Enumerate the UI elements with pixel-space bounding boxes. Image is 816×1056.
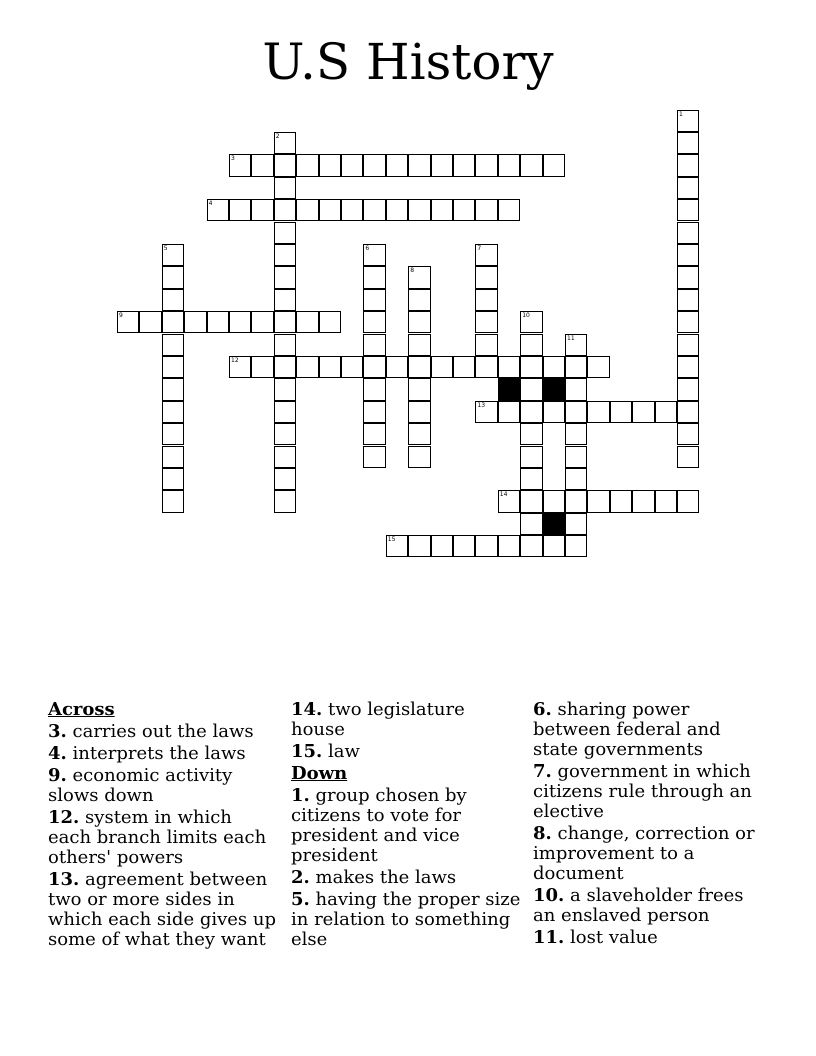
grid-cell[interactable] xyxy=(363,154,385,176)
grid-cell[interactable] xyxy=(677,289,699,311)
grid-cell[interactable] xyxy=(408,446,430,468)
grid-cell[interactable] xyxy=(543,154,565,176)
grid-cell[interactable] xyxy=(274,468,296,490)
across-heading: Across xyxy=(48,699,115,720)
grid-cell[interactable] xyxy=(274,423,296,445)
grid-cell[interactable] xyxy=(498,199,520,221)
grid-cell[interactable] xyxy=(677,199,699,221)
grid-cell[interactable] xyxy=(677,378,699,400)
clue-number-label: 6. xyxy=(533,699,552,720)
grid-cell[interactable] xyxy=(274,154,296,176)
grid-cell[interactable] xyxy=(363,199,385,221)
grid-cell[interactable] xyxy=(408,401,430,423)
grid-cell[interactable] xyxy=(162,446,184,468)
grid-cell[interactable] xyxy=(162,401,184,423)
black-cell xyxy=(498,378,520,400)
grid-cell[interactable] xyxy=(229,154,251,176)
grid-cell[interactable] xyxy=(498,154,520,176)
grid-cell[interactable] xyxy=(498,356,520,378)
grid-cell[interactable] xyxy=(475,356,497,378)
grid-cell[interactable] xyxy=(341,199,363,221)
grid-cell[interactable] xyxy=(274,446,296,468)
clue-number: 13 xyxy=(477,401,486,409)
grid-cell[interactable] xyxy=(274,401,296,423)
grid-cell[interactable] xyxy=(587,490,609,512)
grid-cell[interactable] xyxy=(453,356,475,378)
grid-cell[interactable] xyxy=(565,468,587,490)
grid-cell[interactable] xyxy=(565,334,587,356)
grid-cell[interactable] xyxy=(251,356,273,378)
grid-cell[interactable] xyxy=(251,311,273,333)
grid-cell[interactable] xyxy=(543,535,565,557)
grid-cell[interactable] xyxy=(274,132,296,154)
grid-cell[interactable] xyxy=(520,446,542,468)
grid-cell[interactable] xyxy=(677,356,699,378)
grid-cell[interactable] xyxy=(520,154,542,176)
grid-cell[interactable] xyxy=(431,199,453,221)
grid-cell[interactable] xyxy=(520,513,542,535)
grid-cell[interactable] xyxy=(520,311,542,333)
clue-item xyxy=(48,808,278,868)
clue-number: 14 xyxy=(499,491,508,499)
grid-cell[interactable] xyxy=(677,177,699,199)
grid-cell[interactable] xyxy=(162,490,184,512)
grid-cell[interactable] xyxy=(520,356,542,378)
grid-cell[interactable] xyxy=(319,356,341,378)
clue-number-label: 1. xyxy=(291,785,310,806)
grid-cell[interactable] xyxy=(408,289,430,311)
grid-cell[interactable] xyxy=(162,468,184,490)
grid-cell[interactable] xyxy=(543,401,565,423)
grid-cell[interactable] xyxy=(677,132,699,154)
grid-cell[interactable] xyxy=(162,289,184,311)
clue-number-label: 3. xyxy=(48,721,67,742)
grid-cell[interactable] xyxy=(274,378,296,400)
grid-cell[interactable] xyxy=(475,154,497,176)
clue-number-label: 14. xyxy=(291,699,323,720)
grid-cell[interactable] xyxy=(475,535,497,557)
grid-cell[interactable] xyxy=(610,490,632,512)
grid-cell[interactable] xyxy=(386,535,408,557)
grid-cell[interactable] xyxy=(655,401,677,423)
clue-text: group chosen by citizens to vote for president and vice president xyxy=(291,785,467,866)
grid-cell[interactable] xyxy=(610,401,632,423)
grid-cell[interactable] xyxy=(363,356,385,378)
clue-number: 5 xyxy=(163,244,168,252)
clues-column-2 xyxy=(291,700,521,952)
grid-cell[interactable] xyxy=(363,334,385,356)
grid-cell[interactable] xyxy=(520,401,542,423)
clue-number-label: 10. xyxy=(533,885,565,906)
clue-number-label: 8. xyxy=(533,823,552,844)
grid-cell[interactable] xyxy=(363,289,385,311)
grid-cell[interactable] xyxy=(319,311,341,333)
clue-number: 11 xyxy=(567,334,575,342)
clue-number-label: 4. xyxy=(48,743,67,764)
clue-item xyxy=(533,886,763,926)
clue-text: government in which citizens rule through an elective xyxy=(533,761,752,822)
grid-cell[interactable] xyxy=(341,356,363,378)
grid-cell[interactable] xyxy=(408,266,430,288)
grid-cell[interactable] xyxy=(363,266,385,288)
grid-cell[interactable] xyxy=(319,154,341,176)
grid-cell[interactable] xyxy=(431,356,453,378)
grid-cell[interactable] xyxy=(274,289,296,311)
grid-cell[interactable] xyxy=(475,311,497,333)
grid-cell[interactable] xyxy=(498,401,520,423)
grid-cell[interactable] xyxy=(475,289,497,311)
clue-item xyxy=(48,744,278,764)
grid-cell[interactable] xyxy=(408,378,430,400)
clues-column-1 xyxy=(48,700,278,952)
grid-cell[interactable] xyxy=(296,154,318,176)
grid-cell[interactable] xyxy=(677,490,699,512)
grid-cell[interactable] xyxy=(274,490,296,512)
clue-item xyxy=(533,700,763,760)
clue-number-label: 13. xyxy=(48,869,80,890)
grid-cell[interactable] xyxy=(677,222,699,244)
clue-text: change, correction or improvement to a document xyxy=(533,823,755,884)
clue-item xyxy=(533,928,763,948)
grid-cell[interactable] xyxy=(408,423,430,445)
grid-cell[interactable] xyxy=(207,199,229,221)
black-cell xyxy=(543,378,565,400)
grid-cell[interactable] xyxy=(565,401,587,423)
grid-cell[interactable] xyxy=(520,423,542,445)
clue-text: lost value xyxy=(564,927,658,948)
grid-cell[interactable] xyxy=(655,490,677,512)
clue-number: 12 xyxy=(231,356,239,364)
grid-cell[interactable] xyxy=(162,334,184,356)
clue-number: 4 xyxy=(208,200,213,208)
grid-cell[interactable] xyxy=(475,266,497,288)
grid-cell[interactable] xyxy=(296,199,318,221)
grid-cell[interactable] xyxy=(184,311,206,333)
grid-cell[interactable] xyxy=(520,334,542,356)
grid-cell[interactable] xyxy=(207,311,229,333)
grid-cell[interactable] xyxy=(677,311,699,333)
grid-cell[interactable] xyxy=(431,154,453,176)
clue-number-label: 11. xyxy=(533,927,565,948)
grid-cell[interactable] xyxy=(565,446,587,468)
grid-cell[interactable] xyxy=(117,311,139,333)
grid-cell[interactable] xyxy=(677,334,699,356)
grid-cell[interactable] xyxy=(274,334,296,356)
grid-cell[interactable] xyxy=(162,266,184,288)
clue-text: agreement between two or more sides in which each side gives up some of what they want xyxy=(48,869,276,950)
grid-cell[interactable] xyxy=(677,266,699,288)
grid-cell[interactable] xyxy=(677,244,699,266)
grid-cell[interactable] xyxy=(274,311,296,333)
clue-text: interprets the laws xyxy=(66,743,246,764)
grid-cell[interactable] xyxy=(162,423,184,445)
clue-number: 2 xyxy=(275,132,280,140)
grid-cell[interactable] xyxy=(341,154,363,176)
grid-cell[interactable] xyxy=(363,423,385,445)
grid-cell[interactable] xyxy=(453,535,475,557)
grid-cell[interactable] xyxy=(565,423,587,445)
grid-cell[interactable] xyxy=(229,356,251,378)
grid-cell[interactable] xyxy=(162,311,184,333)
clue-number-label: 12. xyxy=(48,807,80,828)
clue-item xyxy=(291,890,521,950)
clue-item xyxy=(48,870,278,950)
grid-cell[interactable] xyxy=(543,356,565,378)
grid-cell[interactable] xyxy=(632,490,654,512)
grid-cell[interactable] xyxy=(408,334,430,356)
grid-cell[interactable] xyxy=(475,401,497,423)
grid-cell[interactable] xyxy=(251,199,273,221)
grid-cell[interactable] xyxy=(453,199,475,221)
grid-cell[interactable] xyxy=(498,535,520,557)
page-title: U.S History xyxy=(262,33,554,91)
grid-cell[interactable] xyxy=(408,154,430,176)
grid-cell[interactable] xyxy=(274,266,296,288)
clue-number: 10 xyxy=(522,312,530,320)
grid-cell[interactable] xyxy=(677,446,699,468)
grid-cell[interactable] xyxy=(565,490,587,512)
clue-number: 1 xyxy=(679,110,683,118)
grid-cell[interactable] xyxy=(475,244,497,266)
clue-text: economic activity slows down xyxy=(48,765,233,806)
clue-item xyxy=(533,824,763,884)
clue-number-label: 15. xyxy=(291,741,323,762)
grid-cell[interactable] xyxy=(162,244,184,266)
grid-cell[interactable] xyxy=(431,535,453,557)
clue-item xyxy=(291,868,521,888)
grid-cell[interactable] xyxy=(386,199,408,221)
grid-cell[interactable] xyxy=(363,244,385,266)
grid-cell[interactable] xyxy=(520,468,542,490)
clue-number-label: 9. xyxy=(48,765,67,786)
grid-cell[interactable] xyxy=(363,446,385,468)
clue-number: 9 xyxy=(119,312,123,320)
grid-cell[interactable] xyxy=(498,490,520,512)
grid-cell[interactable] xyxy=(475,334,497,356)
grid-cell[interactable] xyxy=(475,199,497,221)
grid-cell[interactable] xyxy=(363,378,385,400)
grid-cell[interactable] xyxy=(251,154,273,176)
grid-cell[interactable] xyxy=(229,311,251,333)
clue-text: makes the laws xyxy=(309,867,457,888)
grid-cell[interactable] xyxy=(296,356,318,378)
grid-cell[interactable] xyxy=(274,356,296,378)
clue-text: carries out the laws xyxy=(66,721,254,742)
clue-number-label: 7. xyxy=(533,761,552,782)
clue-number: 15 xyxy=(387,536,396,544)
grid-cell[interactable] xyxy=(408,199,430,221)
clue-number: 6 xyxy=(365,244,370,252)
grid-cell[interactable] xyxy=(229,199,251,221)
clue-text: sharing power between federal and state governments xyxy=(533,699,721,760)
clue-number: 8 xyxy=(410,267,415,275)
clue-text: a slaveholder frees an enslaved person xyxy=(533,885,744,926)
black-cell xyxy=(543,513,565,535)
grid-cell[interactable] xyxy=(274,177,296,199)
grid-cell[interactable] xyxy=(162,356,184,378)
grid-cell[interactable] xyxy=(408,535,430,557)
clue-number-label: 2. xyxy=(291,867,310,888)
grid-cell[interactable] xyxy=(363,401,385,423)
clue-number-label: 5. xyxy=(291,889,310,910)
grid-cell[interactable] xyxy=(565,535,587,557)
grid-cell[interactable] xyxy=(274,244,296,266)
clue-number: 3 xyxy=(231,155,235,163)
grid-cell[interactable] xyxy=(565,356,587,378)
grid-cell[interactable] xyxy=(408,356,430,378)
grid-cell[interactable] xyxy=(632,401,654,423)
grid-cell[interactable] xyxy=(408,311,430,333)
grid-cell[interactable] xyxy=(565,513,587,535)
grid-cell[interactable] xyxy=(677,401,699,423)
clue-number: 7 xyxy=(477,244,482,252)
grid-cell[interactable] xyxy=(274,199,296,221)
grid-cell[interactable] xyxy=(319,199,341,221)
grid-cell[interactable] xyxy=(677,110,699,132)
clue-text: system in which each branch limits each others' powers xyxy=(48,807,267,868)
clues-column-3 xyxy=(533,700,763,950)
grid-cell[interactable] xyxy=(520,378,542,400)
grid-cell[interactable] xyxy=(677,423,699,445)
grid-cell[interactable] xyxy=(677,154,699,176)
grid-cell[interactable] xyxy=(520,490,542,512)
grid-cell[interactable] xyxy=(587,356,609,378)
grid-cell[interactable] xyxy=(139,311,161,333)
grid-cell[interactable] xyxy=(386,154,408,176)
clue-text: having the proper size in relation to something else xyxy=(291,889,521,950)
down-heading: Down xyxy=(291,763,348,784)
grid-cell[interactable] xyxy=(386,356,408,378)
grid-cell[interactable] xyxy=(520,535,542,557)
clue-text: law xyxy=(322,741,360,762)
clue-item xyxy=(291,786,521,866)
clue-item xyxy=(533,762,763,822)
grid-cell[interactable] xyxy=(363,311,385,333)
clue-text: two legislature house xyxy=(291,699,465,740)
clue-item xyxy=(291,742,521,762)
clue-item xyxy=(291,700,521,740)
grid-cell[interactable] xyxy=(274,222,296,244)
clue-item xyxy=(48,766,278,806)
clue-item xyxy=(48,722,278,742)
grid-cell[interactable] xyxy=(543,490,565,512)
grid-cell[interactable] xyxy=(453,154,475,176)
grid-cell[interactable] xyxy=(162,378,184,400)
grid-cell[interactable] xyxy=(565,378,587,400)
grid-cell[interactable] xyxy=(587,401,609,423)
grid-cell[interactable] xyxy=(296,311,318,333)
